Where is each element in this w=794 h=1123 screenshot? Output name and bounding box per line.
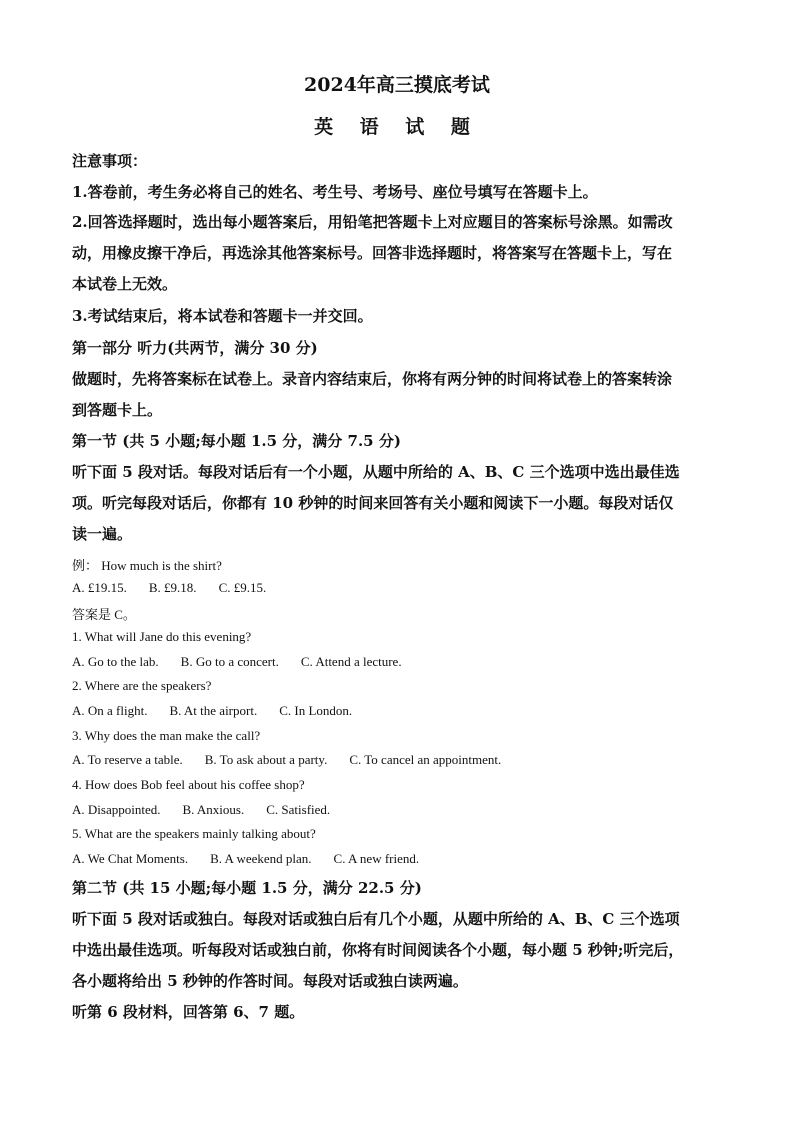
option-b: B. Anxious. <box>182 802 245 817</box>
part1-intro-line-2: 到答题卡上。 <box>72 401 163 419</box>
subject-title: 英 语 试 题 <box>314 116 480 138</box>
option-b: B. Go to a concert. <box>180 654 279 669</box>
option-a: A. £19.15. <box>72 580 127 595</box>
question-3-options <box>72 752 732 768</box>
option-a: A. Go to the lab. <box>72 654 159 669</box>
part1-heading: 第一部分 听力(共两节，满分 30 分) <box>72 339 318 357</box>
section1-instruction-line-2: 项。听完每段对话后，你都有 10 秒钟的时间来回答有关小题和阅读下一小题。每段对话仅 <box>72 494 674 512</box>
notice-item-2-line-1: 2.回答选择题时，选出每小题答案后，用铅笔把答题卡上对应题目的答案标号涂黑。如需改 <box>72 213 673 231</box>
notice-item-2-line-2: 动，用橡皮擦干净后，再选涂其他答案标号。回答非选择题时，将答案写在答题卡上，写在 <box>72 244 673 262</box>
option-c: C. Satisfied. <box>266 802 331 817</box>
question-5: 5. What are the speakers mainly talking about? <box>72 826 316 841</box>
notice-item-3: 3.考试结束后，将本试卷和答题卡一并交回。 <box>72 307 373 325</box>
option-b: B. A weekend plan. <box>210 851 312 866</box>
notice-item-2-line-3: 本试卷上无效。 <box>72 275 178 293</box>
section2-instruction-line-1: 听下面 5 段对话或独白。每段对话或独白后有几个小题，从题中所给的 A、B、C 三个选项 <box>72 910 680 928</box>
example-question: 例： How much is the shirt? <box>72 558 222 573</box>
option-b: B. To ask about a party. <box>204 752 328 767</box>
example-answer: 答案是 C。 <box>72 607 136 622</box>
section2-instruction-line-3: 各小题将给出 5 秒钟的作答时间。每段对话或独白读两遍。 <box>72 972 468 990</box>
exam-title: 2024年高三摸底考试 <box>304 74 490 96</box>
question-4-options <box>72 802 732 818</box>
option-c: C. Attend a lecture. <box>300 654 402 669</box>
question-5-options <box>72 851 732 867</box>
part1-intro-line-1: 做题时，先将答案标在试卷上。录音内容结束后，你将有两分钟的时间将试卷上的答案转涂 <box>72 370 673 388</box>
option-a: A. We Chat Moments. <box>72 851 189 866</box>
option-b: B. At the airport. <box>169 703 258 718</box>
section2-instruction-line-2: 中选出最佳选项。听每段对话或独白前，你将有时间阅读各个小题，每小题 5 秒钟;听完后， <box>72 941 684 959</box>
question-3: 3. Why does the man make the call? <box>72 728 261 743</box>
example-options <box>72 580 732 596</box>
notice-heading: 注意事项： <box>72 152 148 170</box>
section1-instruction-line-3: 读一遍。 <box>72 525 133 543</box>
option-a: A. On a flight. <box>72 703 148 718</box>
option-a: A. Disappointed. <box>72 802 161 817</box>
section1-heading: 第一节 (共 5 小题;每小题 1.5 分，满分 7.5 分) <box>72 432 401 450</box>
material-6-heading: 听第 6 段材料，回答第 6、7 题。 <box>72 1003 305 1021</box>
option-c: C. To cancel an appointment. <box>349 752 502 767</box>
question-1: 1. What will Jane do this evening? <box>72 629 252 644</box>
question-2: 2. Where are the speakers? <box>72 678 212 693</box>
question-1-options <box>72 654 732 670</box>
option-a: A. To reserve a table. <box>72 752 183 767</box>
question-4: 4. How does Bob feel about his coffee shop? <box>72 777 305 792</box>
question-2-options <box>72 703 732 719</box>
notice-item-1: 1.答卷前，考生务必将自己的姓名、考生号、考场号、座位号填写在答题卡上。 <box>72 183 598 201</box>
section1-instruction-line-1: 听下面 5 段对话。每段对话后有一个小题，从题中所给的 A、B、C 三个选项中选出最佳选 <box>72 463 680 481</box>
option-b: B. £9.18. <box>148 580 197 595</box>
option-c: C. In London. <box>279 703 353 718</box>
option-c: C. £9.15. <box>218 580 267 595</box>
section2-heading: 第二节 (共 15 小题;每小题 1.5 分，满分 22.5 分) <box>72 879 422 897</box>
option-c: C. A new friend. <box>333 851 420 866</box>
